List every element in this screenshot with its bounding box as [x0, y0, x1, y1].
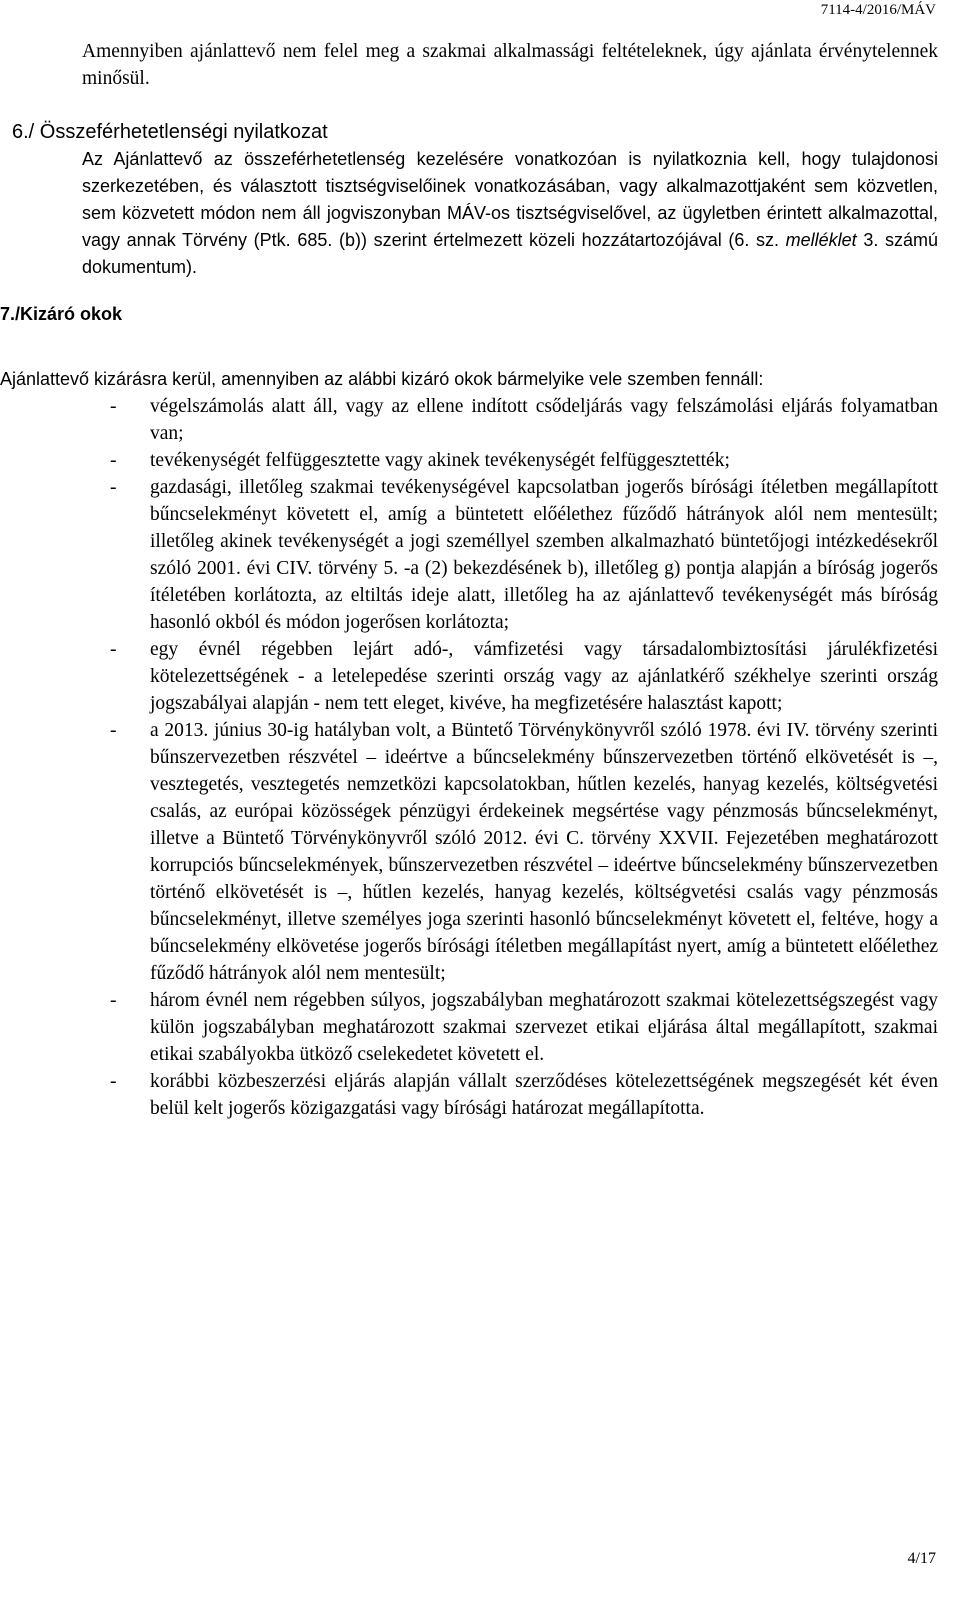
dash-bullet: - [110, 990, 117, 1011]
list-item-text: három évnél nem régebben súlyos, jogszabályban meghatározott szakmai kötelezettségszegést vagy külön jogszabályban meghatározott szakmai szervezet etikai eljárása által megállapított, szakmai etikai szabályokba ütköző cselekedetet követett el. [150, 990, 938, 1065]
list-item [0, 987, 938, 1068]
document-number: 7114-4/2016/MÁV [820, 2, 936, 18]
list-item-text: egy évnél régebben lejárt adó-, vámfizetési vagy társadalombiztosítási járulékfizetési kötelezettségének - a letelepedése szerinti ország vagy az ajánlatkérő székhelye szerinti ország jogszabályai alapján - nem tett eleget, kivéve, ha megfizetésére halasztást kapott; [150, 639, 938, 714]
list-item-text: korábbi közbeszerzési eljárás alapján vállalt szerződéses kötelezettségének megszegését két éven belül kelt jogerős közigazgatási vagy bírósági határozat megállapította. [150, 1071, 938, 1119]
dash-bullet: - [110, 450, 117, 471]
list-item [0, 717, 938, 987]
list-item [0, 1068, 938, 1122]
dash-bullet: - [110, 396, 117, 417]
section-6-text [0, 146, 938, 281]
section-6-text-italic: melléklet [785, 230, 857, 250]
list-item [0, 447, 938, 474]
document-page [0, 38, 938, 1122]
section-7-lead: Ajánlattevő kizárásra kerül, amennyiben az alábbi kizáró okok bármelyike vele szemben fennáll: [0, 369, 764, 389]
list-item [0, 636, 938, 717]
list-item [0, 474, 938, 636]
dash-bullet: - [110, 639, 117, 660]
dash-bullet: - [110, 1071, 117, 1092]
intro-paragraph: Amennyiben ajánlattevő nem felel meg a szakmai alkalmassági feltételeknek, úgy ajánlata érvénytelennek minősül. [82, 41, 938, 89]
section-6-heading: 6./ Összeférhetetlenségi nyilatkozat [12, 121, 328, 143]
section-6-text-part2: 3. számú dokumentum). [82, 230, 938, 277]
exclusion-list [0, 393, 938, 1122]
section-6-text-part1: Az Ajánlattevő az összeférhetetlenség kezelésére vonatkozóan is nyilatkoznia kell, hogy tulajdonosi szerkezetében, és választott tisztségviselőinek vonatkozásában, vagy alkalmazottjaként sem közvetlen, sem közvetett módon nem áll jogviszonyban MÁV-os tisztségviselővel, az ügyletben érintett alkalmazottal, vagy annak Törvény (Ptk. 685. (b)) szerint értelmezett közeli hozzátartozójával (6. sz. [82, 149, 938, 250]
list-item [0, 393, 938, 447]
list-item-text: végelszámolás alatt áll, vagy az ellene indított csődeljárás vagy felszámolási eljárás folyamatban van; [150, 396, 938, 444]
list-item-text: gazdasági, illetőleg szakmai tevékenységével kapcsolatban jogerős bírósági ítéletben megállapított bűncselekményt követett el, amíg a büntetett előélethez fűződő hátrányok alól nem mentesült; illetőleg akinek tevékenységét a jogi személlyel szemben alkalmazható büntetőjogi intézkedésekről szóló 2001. évi CIV. törvény 5. -a (2) bekezdésének b), illetőleg g) pontja alapján a bíróság jogerős ítéletében korlátozta, az eltiltás ideje alatt, illetőleg ha az ajánlattevő tevékenységét más bíróság hasonló okból és módon jogerősen korlátozta; [150, 477, 938, 633]
page-number: 4/17 [907, 1550, 936, 1567]
dash-bullet: - [110, 477, 117, 498]
list-item-text: a 2013. június 30-ig hatályban volt, a Büntető Törvénykönyvről szóló 1978. évi IV. törvény szerinti bűnszervezetben részvétel – ideértve a bűncselekmény bűnszervezetben történő elkövetését is –, vesztegetés, vesztegetés nemzetközi kapcsolatokban, hűtlen kezelés, hanyag kezelés, költségvetési csalás, az európai közösségek pénzügyi érdekeinek megsértése vagy pénzmosás bűncselekményt, illetve a Büntető Törvénykönyvről szóló 2012. évi C. törvény XXVII. Fejezetében meghatározott korrupciós bűncselekmények, bűnszervezetben részvétel – ideértve bűncselekmény bűnszervezetben történő elkövetését is –, hűtlen kezelés, hanyag kezelés, költségvetési csalás vagy pénzmosás bűncselekményt, illetve személyes joga szerinti hasonló bűncselekményt követett el, feltéve, hogy a bűncselekmény elkövetése jogerős bírósági ítéletben megállapítást nyert, amíg a büntetett előélethez fűződő hátrányok alól nem mentesült; [150, 720, 938, 984]
list-item-text: tevékenységét felfüggesztette vagy akinek tevékenységét felfüggesztették; [150, 450, 730, 471]
section-7-heading: 7./Kizáró okok [0, 304, 123, 324]
dash-bullet: - [110, 720, 117, 741]
